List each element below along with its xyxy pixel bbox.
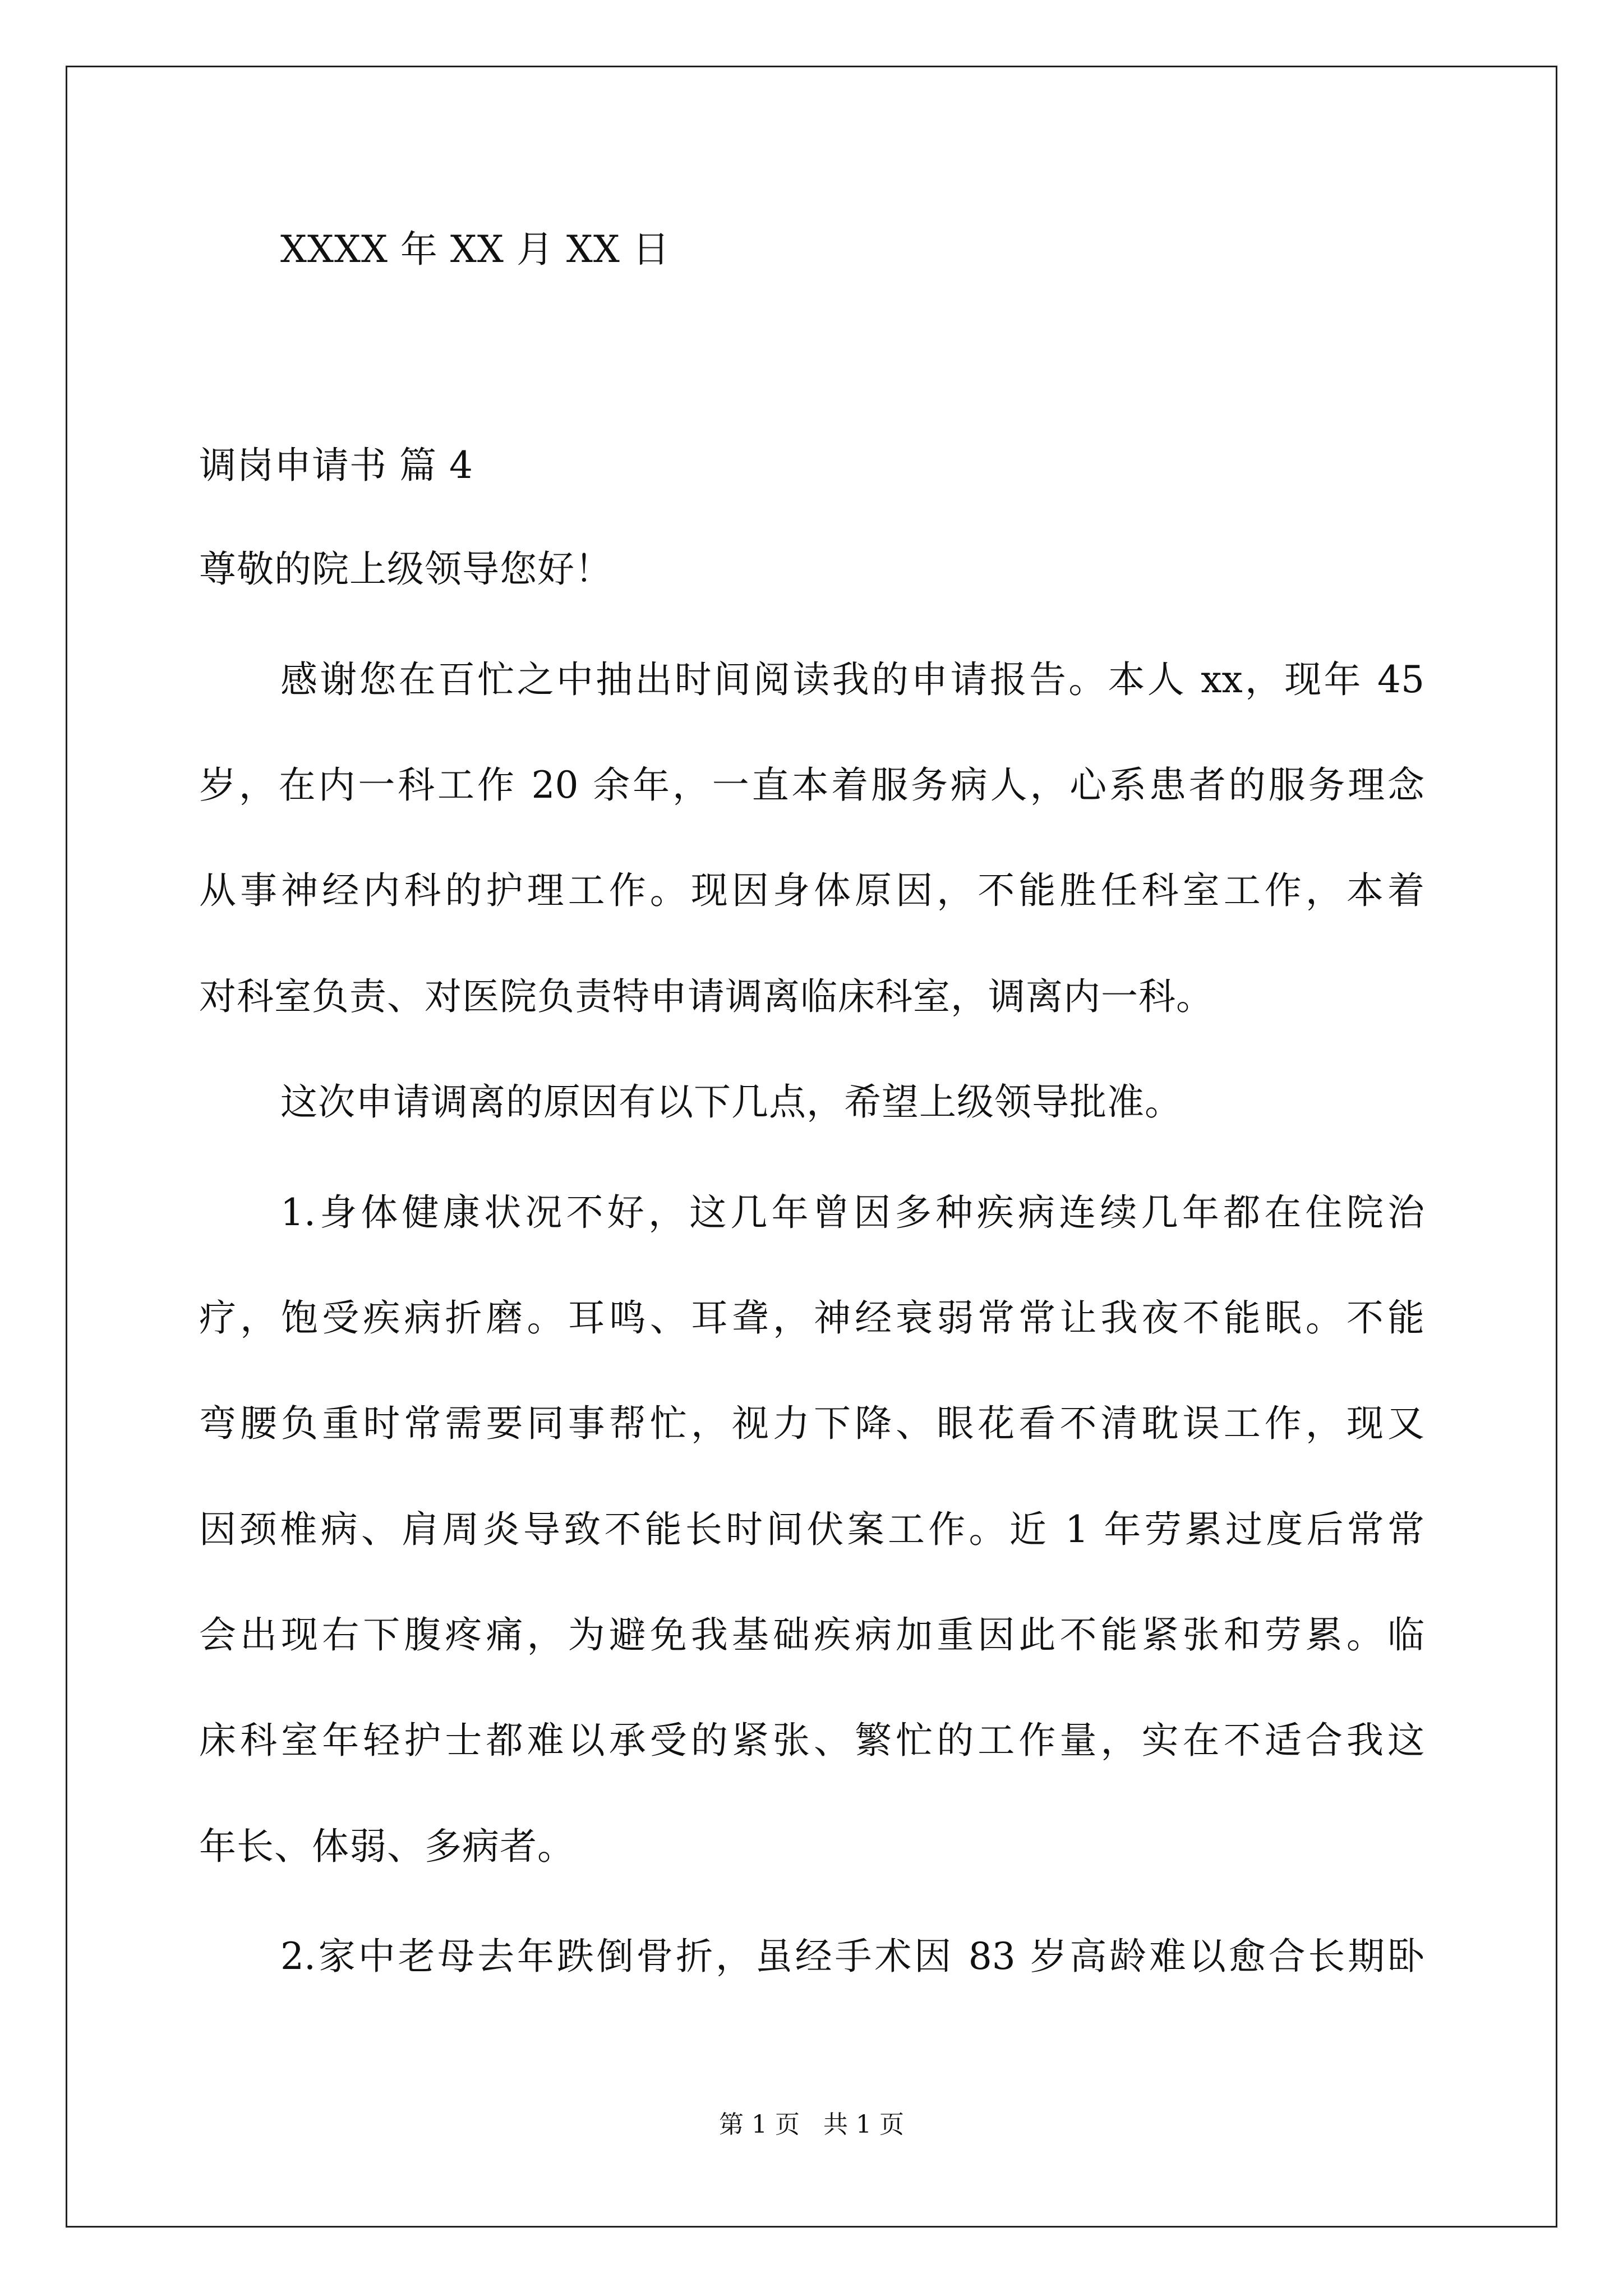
paragraph-line: 感谢您在百忙之中抽出时间阅读我的申请报告。本人 xx，现年 45 — [280, 658, 1424, 701]
paragraph-line: 因颈椎病、肩周炎导致不能长时间伏案工作。近 1 年劳累过度后常常 — [199, 1508, 1424, 1551]
paragraph-line: 会出现右下腹疼痛，为避免我基础疾病加重因此不能紧张和劳累。临 — [199, 1613, 1424, 1657]
paragraph-line: 疗，饱受疾病折磨。耳鸣、耳聋，神经衰弱常常让我夜不能眠。不能 — [199, 1296, 1424, 1340]
paragraph-line: 床科室年轻护士都难以承受的紧张、繁忙的工作量，实在不适合我这 — [199, 1719, 1424, 1762]
salutation: 尊敬的院上级领导您好！ — [199, 547, 612, 591]
paragraph-line: 岁，在内一科工作 20 余年，一直本着服务病人，心系患者的服务理念 — [199, 763, 1424, 807]
paragraph-line: 弯腰负重时常需要同事帮忙，视力下降、眼花看不清耽误工作，现又 — [199, 1402, 1424, 1445]
page-footer: 第 1 页 共 1 页 — [719, 2110, 904, 2139]
paragraph-line: 对科室负责、对医院负责特申请调离临床科室，调离内一科。 — [199, 975, 1214, 1018]
paragraph-line: 年长、体弱、多病者。 — [199, 1825, 575, 1868]
paragraph-line: 2.家中老母去年跌倒骨折，虽经手术因 83 岁高龄难以愈合长期卧 — [280, 1935, 1424, 1978]
paragraph-line: 从事神经内科的护理工作。现因身体原因，不能胜任科室工作，本着 — [199, 869, 1424, 912]
section-title: 调岗申请书 篇 4 — [199, 444, 473, 487]
date-line: XXXX 年 XX 月 XX 日 — [280, 228, 670, 271]
paragraph-line: 1.身体健康状况不好，这几年曾因多种疾病连续几年都在住院治 — [280, 1191, 1424, 1234]
paragraph-line: 这次申请调离的原因有以下几点，希望上级领导批准。 — [280, 1080, 1182, 1124]
page-border — [66, 66, 1557, 2228]
